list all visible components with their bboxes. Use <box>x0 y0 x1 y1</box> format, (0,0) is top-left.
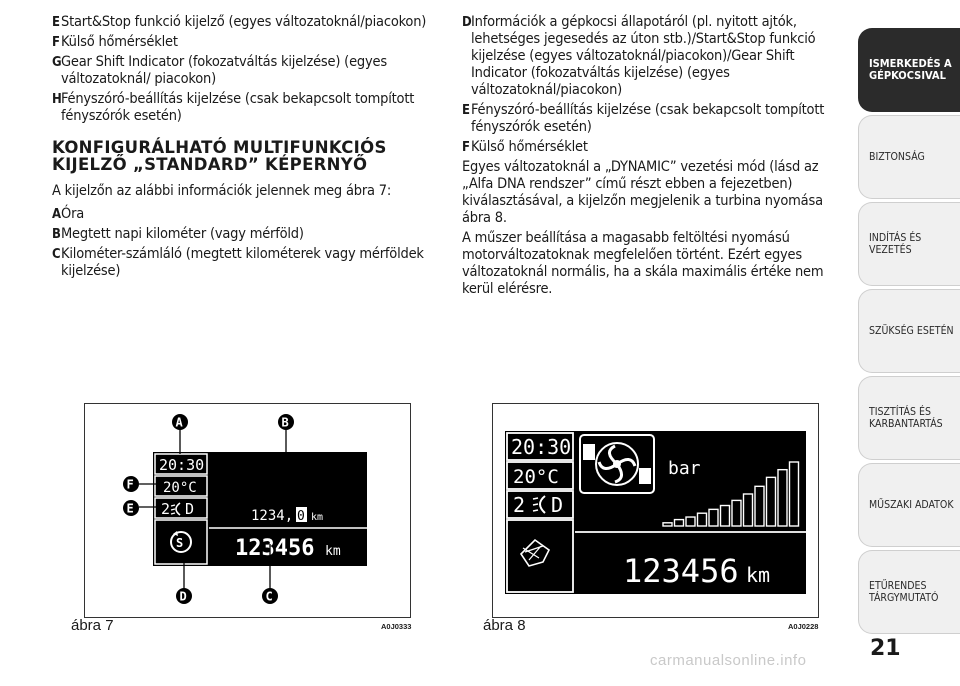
figure-7-code: A0J0333 <box>381 622 412 631</box>
item-text: Gear Shift Indicator (fokozatváltás kijelzése) (egyes változatoknál/ piacokon) <box>61 54 387 87</box>
item-letter: F <box>52 35 60 50</box>
gear-value: 2 <box>161 500 171 518</box>
odo-unit: km <box>325 544 341 559</box>
item-text: Külső hőmérséklet <box>61 34 178 50</box>
svg-text:D: D <box>179 589 187 604</box>
section-heading: KONFIGURÁLHATÓ MULTIFUNKCIÓS KIJELZŐ „STANDARD” KÉPERNYŐ <box>52 138 387 174</box>
dynamic-paragraph: Egyes változatoknál a „DYNAMIC” vezetési mód (lásd az „Alfa DNA rendszer” című részt ebben a fejezetben) kiválasztásával, a kijelzőn megjelenik a turbina nyomása ábra 8. <box>462 159 823 226</box>
callout-e <box>123 500 139 516</box>
svg-text:S: S <box>176 536 184 550</box>
temp-value: 20°C <box>163 480 197 496</box>
list-item-f <box>462 139 847 156</box>
item-text: Fényszóró-beállítás kijelzése (csak bekapcsolt tompított fényszórók esetén) <box>61 91 415 124</box>
odo-value: 123456 <box>235 536 315 561</box>
tab-label: BIZTONSÁG <box>869 151 925 163</box>
item-text: Start&Stop funkció kijelző (egyes változatoknál/piacokon) <box>61 14 427 30</box>
clock-value: 20:30 <box>511 435 572 459</box>
item-letter: G <box>52 55 62 70</box>
item-letter: E <box>462 103 470 118</box>
tab-label: ISMERKEDÉS A GÉPKOCSIVAL <box>869 57 952 82</box>
list-item-c <box>52 246 437 280</box>
item-letter: C <box>52 247 61 262</box>
tab-label: SZÜKSÉG ESETÉN <box>869 325 954 337</box>
list-item-h <box>52 91 437 125</box>
gear-value: 2 <box>513 493 526 517</box>
page-number: 21 <box>870 636 901 661</box>
temp-value: 20°C <box>513 466 559 488</box>
item-letter: B <box>52 227 61 242</box>
tab-szukseg[interactable] <box>858 289 960 373</box>
left-column <box>52 14 437 283</box>
tab-targymutato[interactable] <box>858 550 960 634</box>
callout-d <box>176 588 192 604</box>
item-letter: F <box>462 140 470 155</box>
trip-unit: km <box>311 512 324 523</box>
svg-text:C: C <box>265 589 273 604</box>
item-letter: D <box>462 15 472 30</box>
callout-f <box>123 476 139 492</box>
figure-7-caption: ábra 7 <box>71 617 114 634</box>
callout-c <box>262 588 278 604</box>
callout-a <box>172 414 188 430</box>
figure-7 <box>71 403 412 634</box>
list-item-e <box>462 102 847 136</box>
watermark: carmanualsonline.info <box>650 652 807 669</box>
clock-value: 20:30 <box>159 456 205 474</box>
tab-label: TISZTÍTÁS ÉS KARBANTARTÁS <box>869 406 943 430</box>
list-item-d <box>462 14 847 99</box>
figure-8-caption: ábra 8 <box>483 617 526 634</box>
tab-ismerkedes[interactable] <box>858 28 960 112</box>
right-column <box>462 14 847 301</box>
svg-text:F: F <box>126 477 134 492</box>
figure-8-drawing <box>493 404 818 617</box>
chapter-tabs <box>858 28 960 637</box>
figure-7-drawing <box>85 404 410 617</box>
list-item-e <box>52 14 437 31</box>
item-text: Óra <box>61 206 85 222</box>
tab-tisztitas[interactable] <box>858 376 960 460</box>
callout-b <box>278 414 294 430</box>
item-text: Külső hőmérséklet <box>471 139 588 155</box>
gear-suffix: D <box>185 500 195 518</box>
item-text: Információk a gépkocsi állapotáról (pl. nyitott ajtók, lehetséges jegesedés az úton stb.)/Start&Stop funkció kijelzése (egyes változatoknál/piacokon)/Gear Shift Indicator (fokozatváltás kijelzése) (egyes változatoknál/piacokon) <box>471 14 816 98</box>
list-item-g <box>52 54 437 88</box>
gear-suffix: D <box>551 493 564 517</box>
tab-label: INDÍTÁS ÉS VEZETÉS <box>869 232 922 256</box>
tab-biztonsag[interactable] <box>858 115 960 199</box>
odo-unit: km <box>746 563 771 587</box>
list-item-b <box>52 226 437 243</box>
item-text: Kilométer-számláló (megtett kilométerek vagy mérföldek kijelzése) <box>61 246 424 279</box>
tab-muszaki[interactable] <box>858 463 960 547</box>
list-item-f <box>52 34 437 51</box>
tab-label: MŰSZAKI ADATOK <box>869 499 954 511</box>
svg-text:A: A <box>175 415 183 430</box>
intro-paragraph: A kijelzőn az alábbi információk jelennek meg ábra 7: <box>52 183 392 199</box>
gauge-paragraph: A műszer beállítása a magasabb feltöltési nyomású motorváltozatoknak megfelelően történt. Ezért egyes változatoknál normális, ha a skála maximális értéke nem kerül elérésre. <box>462 230 824 297</box>
figure-8-code: A0J0228 <box>788 622 819 631</box>
list-item-a <box>52 206 437 223</box>
tab-label: ETŰRENDES TÁRGYMUTATÓ <box>869 580 939 604</box>
trip-last-digit: 0 <box>297 509 305 524</box>
item-letter: H <box>52 92 62 107</box>
tab-inditas[interactable] <box>858 202 960 286</box>
svg-text:B: B <box>281 415 289 430</box>
item-text: Fényszóró-beállítás kijelzése (csak bekapcsolt tompított fényszórók esetén) <box>471 102 825 135</box>
figure-8 <box>483 403 819 634</box>
svg-text:E: E <box>126 501 134 516</box>
unit-label: bar <box>668 458 701 479</box>
item-letter: E <box>52 15 60 30</box>
item-letter: A <box>52 207 61 222</box>
odo-value: 123456 <box>623 552 739 590</box>
trip-value: 1234, <box>251 508 294 524</box>
item-text: Megtett napi kilométer (vagy mérföld) <box>61 226 304 242</box>
